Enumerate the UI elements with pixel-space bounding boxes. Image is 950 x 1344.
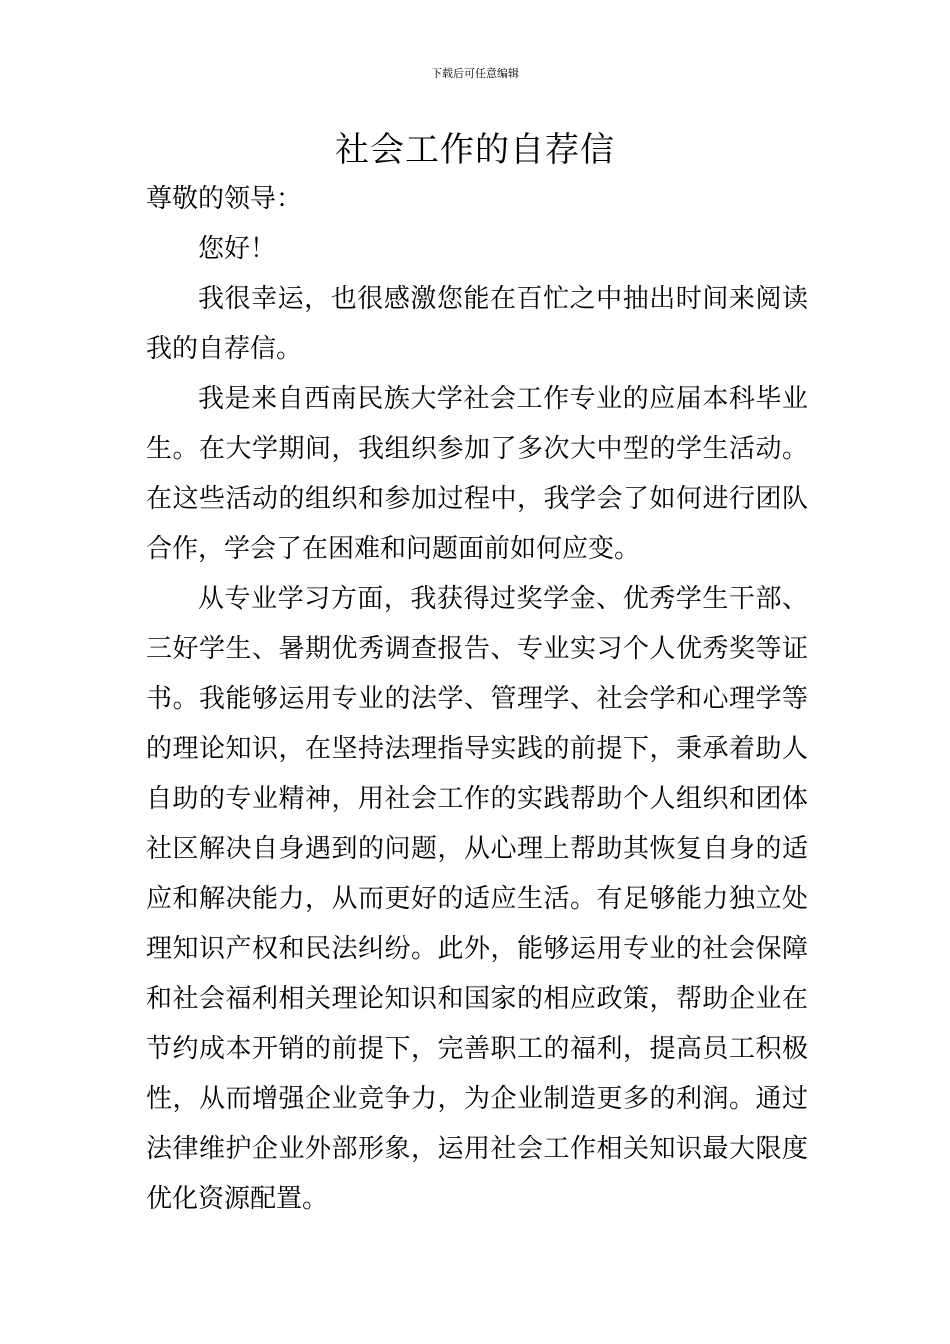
header-note: 下载后可任意编辑 [431,67,519,80]
salutation: 尊敬的领导： [146,184,303,214]
paragraph-background: 我是来自西南民族大学社会工作专业的应届本科毕业生。在大学期间，我组织参加了多次大中型的学生活动。在这些活动的组织和参加过程中，我学会了如何进行团队合作，学会了在困难和问题面前如何应变。 [146,384,808,564]
paragraph-skills: 从专业学习方面，我获得过奖学金、优秀学生干部、三好学生、暑期优秀调查报告、专业实习个人优秀奖等证书。我能够运用专业的法学、管理学、社会学和心理学等的理论知识，在坚持法理指导实践的前提下，秉承着助人自助的专业精神，用社会工作的实践帮助个人组织和团体社区解决自身遇到的问题，从心理上帮助其恢复自身的适应和解决能力，从而更好的适应生活。有足够能力独立处理知识产权和民法纠纷。此外，能够运用专业的社会保障和社会福利相关理论知识和国家的相应政策，帮助企业在节约成本开销的前提下，完善职工的福利，提高员工积极性，从而增强企业竞争力，为企业制造更多的利润。通过法律维护企业外部形象，运用社会工作相关知识最大限度优化资源配置。 [146,584,808,1214]
paragraph-intro: 我很幸运，也很感激您能在百忙之中抽出时间来阅读我的自荐信。 [146,284,808,364]
document-title: 社会工作的自荐信 [335,130,615,170]
greeting: 您好！ [198,234,277,264]
letter-body [146,274,808,1224]
